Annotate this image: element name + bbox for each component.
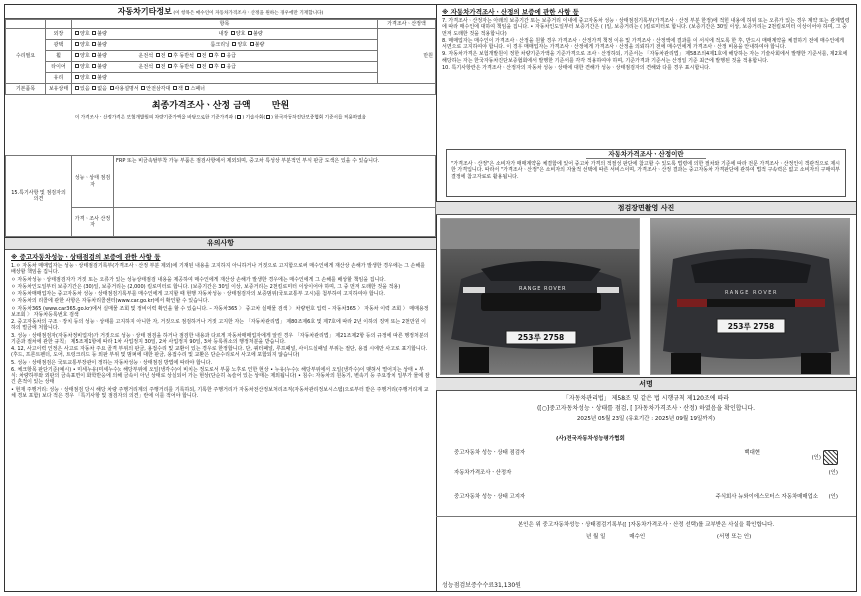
checkbox[interactable] [75,75,79,79]
row-wheel-options: 양호 불량 운전석 전 후 동반석 전 후 응급 [72,51,378,62]
special-label: 15.특기사항 및 점검자의 의견 [6,156,72,237]
row-exterior-options: 양호 불량 내장 양호 불량 [72,29,378,40]
signer-row: 중고자동차 성능ㆍ상태 점검자 백대현 (인) [454,450,838,457]
checkbox[interactable] [250,42,254,46]
price-assurance-section [436,5,856,201]
rear-brand: RANGE ROVER [725,290,778,296]
caution-item: 3. 성능ㆍ상태점검자(자동차정비업자)가 거짓으로 성능ㆍ상태 점검을 하거나 점검한 내용과 다르게 자동차매매업자에게 알린 경우 「자동차관리법」 제21조제2항 등의 규정에 따른 행정처분의 기준과 절차에 관한 규칙」 제5조제1항에 따라 1차 사업정지 30일, 2차 사업정지 90일, 3차 등록취소의 행정처분을 받습니다. [11,332,429,345]
caution-item: 4. 12, 사고이력 인정은 사고로 자동차 주요 골격 부위의 판금, 용접수리 및 교환이 있는 경우로 한정합니다. 단, 쿼터패널, 루프패널, 사이드실패널 부위는 절단, 용접 시에만 사고로 표기합니다. (후드, 프론트펜더, 도어, 트렁크리드 등 외판 부위 및 범퍼에 대한 판금, 용접수리 및 교환은 단순수리로서 사고에 포함되지 않습니다) [11,346,428,359]
rear-plate: 253루 2758 [727,322,775,331]
checkbox[interactable] [75,31,79,35]
photo-section [436,201,856,377]
fee-text: 성능점검보증수수료31,130원 [442,581,521,589]
caution-item: ㅇ 자동차성능ㆍ상태점검자가 거짓 또는 오류가 있는 성능상태점검 내용을 제공하여 매수인에게 재산상 손해가 발생한 경우에는 매수인에게 그 손해를 배상할 책임을 집니다. [11,276,386,283]
assurance-item: 7. 가격조사ㆍ산정자는 아래의 보증기간 또는 보증거리 이내에 중고자동차 성능ㆍ상태점검기록부(가격조사ㆍ산정 부분 한정)에 적힌 내용에 허위 또는 오류가 있는 경우 계약 또는 관계법령에 따라 매수인에 대하여 책임을 집니다. • 자동차인도일부터 보증기간은 ( )일, 보증거리는 ( )킬로미터로 합니다. (보증기간은 30일 이상, 보증거리는 2천킬로미터 이상이어야 하며, 그 중 먼저 도래한 것을 적용합니다) [442,18,850,37]
receipt-text: 본인은 위 중고자동차성능ㆍ상태점검기록부([ ]자동차가격조사ㆍ산정 선택)를 교부받은 사실을 확인합니다. [517,522,775,528]
special-notes-table [5,155,436,237]
caution-item: ㅇ 자동차매매업자는 중고자동차 성능ㆍ상태점검기록부를 매수인에게 고지할 때 현행 자동차성능ㆍ상태점검자의 보증범위(국토교통부 고시)를 첨부하여 고지하여야 합니다. [11,291,385,298]
caution-item: 5. 성능ㆍ상태점검은 국토교통부장관이 정하는 자동차성능ㆍ상태점검 방법에 따라야 합니다. [11,359,213,366]
caution-item: • 현재 주행거리: 성능ㆍ상태점검 당시 해당 차량 주행거리계의 주행거리를 기록하되, 기록한 주행거리가 자동차전산정보처리조직(자동차관리정보시스템)으로부터 받은 주행거리(주행거리계 교체 경보 포함) 보다 적은 경우 「특기사항 및 점검자의 의견」란에 이를 적어야 합니다. [11,386,429,399]
checkbox[interactable] [248,31,252,35]
vehicle-info-header: 자동차기타정보 [117,7,172,16]
rear-photo [650,218,850,375]
checkbox[interactable] [110,86,114,90]
checkbox[interactable] [75,53,79,57]
checkbox[interactable] [75,86,79,90]
checkbox[interactable] [156,53,160,57]
row-label-wheel: 휠 [46,51,72,62]
final-price: 최종가격조사ㆍ산정 금액 만원 [151,101,290,111]
checkbox[interactable] [75,42,79,46]
assurance-item: 10. 특기사항란은 가격조사ㆍ산정자의 자동차 성능ㆍ상태에 대한 견해가 성능ㆍ상태점검자의 견해와 다를 경우 표시합니다. [442,64,711,71]
caution-item: ㅇ 자동차365 (www.car365.go.kr)에서 실매물 조회 및 정비이력 확인을 할 수 있습니다. – 자동차365 〉 중고차 실매물 검색 〉 차량번호 입력 – 자동차365 〉 자동차 이력 조회 〉 매매용정보조회 〉 자동차등록번호 검색 [11,305,429,318]
signer-row: 자동차가격조사ㆍ산정자 (인) [454,470,838,476]
performance-text: FRP 또는 비금속탈부착 가능 부품은 점검사항에서 제외되며, 중고차 특성상 부분적인 부식 판금 도색은 있을 수 있습니다. [114,156,436,208]
vehicle-info-table [5,19,436,95]
row-tire-options: 양호 불량 운전석 전 후 동반석 전 후 응급 [72,62,378,73]
row-glass-options: 양호 불량 [72,73,378,84]
row-label-exterior: 외장 [46,29,72,40]
checkbox[interactable] [185,86,189,90]
receipt-divider [436,516,856,517]
inspection-document [4,4,857,592]
left-column [5,5,437,591]
rear-car-image [651,219,850,375]
basis-note: 이 가격조사ㆍ산정가격은 보험개발원의 차량기준가액을 바탕으로한 기준가격과 ( ) 기술사회( ) 한국자동차진단보증협회 기준서를 적용하였음 [74,115,367,121]
checkbox[interactable] [92,86,96,90]
law-text-1: 「자동차관리법」 제58조 및 같은 법 시행규칙 제120조에 따라 [562,395,730,402]
signature-section [436,377,856,577]
basic-options: 있음 없음 사용설명서 안전삼각대 잭 스패너 [72,84,436,95]
right-column [436,5,856,591]
basic-label: 기본품목 [6,84,46,95]
receipt-date: 년 월 일 매수인 (서명 또는 인) [586,534,752,540]
price-assurance-title: ※ 자동차가격조사ㆍ산정의 보증에 관한 사항 등 [442,8,579,16]
checkbox[interactable] [156,64,160,68]
row-label-tire: 타이어 [46,62,72,73]
front-brand: RANGE ROVER [519,286,567,292]
caution-item: ㅇ 자동차의 리콜에 관한 사항은 자동차리콜센터(www.car.go.kr)에서 확인할 수 있습니다. [11,298,210,305]
checkbox[interactable] [75,64,79,68]
checkbox[interactable] [168,53,172,57]
association-name: (사)전국자동차성능평가협회 [556,436,625,442]
checkbox[interactable] [168,64,172,68]
checkbox[interactable] [221,53,225,57]
signature-dates: 2025년 05월 23일 (유효기간 : 2025년 09월 19일까지) [576,416,716,422]
row-label-glass: 유리 [46,73,72,84]
signer-row: 중고자동차 성능ㆍ상태 고지자 주식회사 뉴와이에스모터스 자동차매매업소 (인) [454,494,838,500]
vehicle-info-section [5,5,436,237]
checkbox[interactable] [92,31,96,35]
caution-header: 유의사항 [5,238,436,250]
caution-item: ㅇ 자동차인도일부터 보증기간은 (30)일, 보증거리는 (2,000) 킬로미터로 합니다. (보증기간은 30일 이상, 보증거리는 2천킬로미터 이상이어야 하며, 그 중 먼저 도래한 것을 적용) [11,283,401,290]
front-car-image [441,219,640,375]
checkbox[interactable] [209,64,213,68]
checkbox[interactable] [232,42,236,46]
caution-title: ※ 중고자동차성능ㆍ상태점검의 보증에 관한 사항 등 [11,253,161,261]
row-gloss-options: 양호 불량 룸크리닝 양호 불량 [72,40,378,51]
repair-label: 수리필요 [6,29,46,84]
checkbox[interactable] [92,64,96,68]
assurance-item: 9. 자동차가격은 보험개발원이 정한 차량기준가액을 기준가격으로 조사ㆍ산정하되, 기준서는 「자동차관리법」 제58조의4제1호에 해당하는 자는 기술사회에서 발행한 기준서를, 제2호에 해당하는 자는 한국자동차진단보증협회에서 발행한 기준서를 각각 적용하여야 하며, 기준가격과 기준서는 산정일 기준 최근에 발행된 것을 적용합니다. [442,51,848,64]
vehicle-info-header-note: (이 항목은 매수인이 자동차가격조사ㆍ산정을 원하는 경우에만 기재합니다) [173,11,324,16]
front-photo [440,218,640,375]
front-plate: 253루 2758 [517,333,565,342]
row-label-gloss: 광택 [46,40,72,51]
price-definition-text: "가격조사ㆍ산정"은 소비자가 매매계약을 체결함에 있어 중고차 가격의 적절성 판단에 참고할 수 있도록 법령에 의한 절차와 기준에 따라 전문 가격조사ㆍ산정인이 객관적으로 제시한 가격입니다. 따라서 "가격조사ㆍ산정"은 소비자의 자율적 선택에 따른 서비스이며, 가격조사ㆍ산정 결과는 중고자동차 가격판단에 관하여 법적 구속력은 없고 소비자의 구매여부 결정에 참고자료로 활용됩니다. [451,161,840,180]
checkbox[interactable] [209,53,213,57]
price-definition-title: 자동차가격조사ㆍ산정이란 [586,150,706,159]
price-definition-box [446,149,846,197]
checkbox[interactable] [141,86,145,90]
caution-item: 1.ㅇ 자동차 매매업자는 성능ㆍ상태점검기록부(가격조사ㆍ산정 부분 제외)에 기재된 내용을 고지하지 아니하거나 거짓으로 고지함으로써 매수인에게 재산상 손해가 발생한 경우에는 그 손해를 배상할 책임을 집니다. [11,263,426,276]
checkbox[interactable] [92,42,96,46]
performance-label: 성능ㆍ상태 점검자 [72,156,114,208]
caution-section [5,237,436,591]
photo-header: 점검장면촬영 사진 [436,202,856,215]
seal-stamp [823,450,838,465]
checkbox[interactable] [231,31,235,35]
price-assessor-label: 가격ㆍ조사 산정자 [72,208,114,237]
checkbox[interactable] [173,86,177,90]
law-text-2: ([○]중고자동차성능ㆍ상태를 점검, [ ]자동차가격조사ㆍ산정) 하였음을 확인합니다. [536,404,756,412]
checkbox[interactable] [92,75,96,79]
caution-notes [5,250,436,399]
checkbox[interactable] [221,64,225,68]
checkbox[interactable] [197,53,201,57]
caution-item: 2. 중고자동차의 구조ㆍ장치 등의 성능ㆍ상태를 고지하지 아니한 자, 거짓으로 점검하거나 거짓 고지한 자는 「자동차관리법」 제80조제6호 및 제7호에 따라 2년 이하의 징역 또는 2천만원 이하의 벌금에 처합니다. [11,319,426,332]
col-item-header: 항목 [72,20,378,29]
caution-item: 6. 체크항목 판단기준(예시) • 미세누유(미세누수): 해당부위에 오일(냉각수)이 비치는 정도로서 부품 노후로 인한 현상 • 누유(누수): 해당부위에서 오일(냉각수)이 맺혀서 떨어지는 상태 • 부식: 차량하부와 외판의 금속표면이 화학반응에 의해 금속이 아닌 상태로 상실되어 가는 현상(단순히 녹슬어 있는 상태는 제외됩니다) • 침수: 자동차의 원동기, 변속기 등 주요장치 일부가 물에 잠긴 흔적이 있는 상태 [11,366,430,386]
col-price-header: 가격조사ㆍ산정액 [378,20,436,29]
assurance-item: 8. 매매업자는 매수인이 가격조사ㆍ산정을 원할 경우 가격조사ㆍ산정가격 책정 이유 및 가격조사ㆍ산정액에 결과를 이 서식에 적도록 한 후, 반드시 매매계약을 체결하기 전에 매수인에게 서면으로 고지하여야 합니다. 이 경우 매매업자는 가격조사ㆍ산정에게 가격조사ㆍ산정을 의뢰하기 전에 매수인에게 가격조사ㆍ산정 비용을 안내하여야 합니다. [442,37,844,51]
price-unit: 만원 [378,29,436,84]
checkbox[interactable] [92,53,96,57]
checkbox[interactable] [197,64,201,68]
signature-header: 서명 [436,378,856,391]
basic-item: 보유상태 [46,84,72,95]
